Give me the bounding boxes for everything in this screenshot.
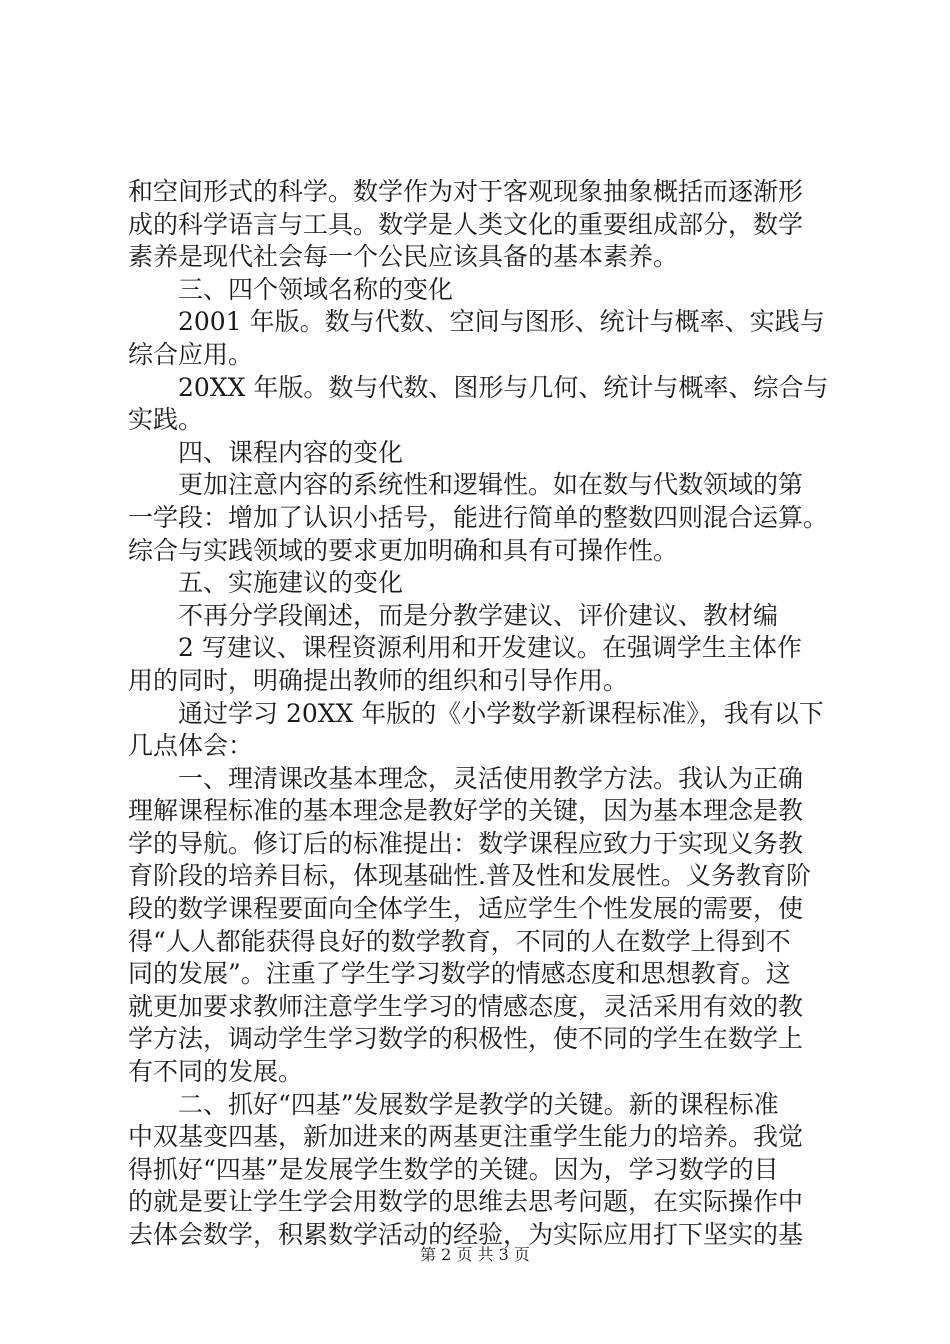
text-line: 段的数学课程要面向全体学生，适应学生个性发展的需要，使 [128, 894, 804, 924]
text-line: 2001 年版。数与代数、空间与图形、统计与概率、实践与 [178, 307, 825, 337]
text-line: 中双基变四基，新加进来的两基更注重学生能力的培养。我觉 [128, 1122, 804, 1152]
text-line: 理解课程标准的基本理念是教好学的关键，因为基本理念是教 [128, 796, 804, 826]
text-line: 20XX 年版。数与代数、图形与几何、统计与概率、综合与 [178, 372, 829, 402]
text-line: 育阶段的培养目标，体现基础性.普及性和发展性。义务教育阶 [128, 861, 811, 891]
text-line: 综合与实践领域的要求更加明确和具有可操作性。 [128, 535, 679, 565]
text-line: 素养是现代社会每一个公民应该具备的基本素养。 [128, 242, 679, 272]
text-line: 一、理清课改基本理念，灵活使用教学方法。我认为正确 [178, 763, 804, 793]
text-line: 不再分学段阐述，而是分教学建议、评价建议、教材编 [178, 600, 779, 630]
text-line: 的就是要让学生学会用数学的思维去思考问题，在实际操作中 [128, 1187, 804, 1217]
text-line: 学的导航。修订后的标准提出：数学课程应致力于实现义务教 [128, 828, 804, 858]
text-line: 实践。 [128, 405, 204, 435]
text-line: 二、抓好“四基”发展数学是教学的关键。新的课程标准 [178, 1089, 779, 1119]
text-line: 就更加要求教师注意学生学习的情感态度，灵活采用有效的教 [128, 991, 804, 1021]
text-line: 综合应用。 [128, 339, 254, 369]
text-line: 五、实施建议的变化 [178, 568, 404, 598]
text-line: 用的同时，明确提出教师的组织和引导作用。 [128, 665, 629, 695]
text-line: 更加注意内容的系统性和逻辑性。如在数与代数领域的第 [178, 470, 804, 500]
text-line: 几点体会： [128, 731, 254, 761]
text-line: 成的科学语言与工具。数学是人类文化的重要组成部分，数学 [128, 209, 804, 239]
text-line: 通过学习 20XX 年版的《小学数学新课程标准》，我有以下 [178, 698, 824, 728]
text-line: 学方法，调动学生学习数学的积极性，使不同的学生在数学上 [128, 1024, 804, 1054]
text-line: 四、课程内容的变化 [178, 437, 404, 467]
text-line: 一学段：增加了认识小括号，能进行简单的整数四则混合运算。 [128, 502, 829, 532]
text-line: 去体会数学，积累数学活动的经验，为实际应用打下坚实的基 [128, 1220, 804, 1249]
text-line: 得“人人都能获得良好的数学教育，不同的人在数学上得到不 [128, 926, 791, 956]
text-line: 和空间形式的科学。数学作为对于客观现象抽象概括而逐渐形 [128, 177, 804, 206]
text-line: 得抓好“四基”是发展学生数学的关键。因为，学习数学的目 [128, 1154, 779, 1184]
text-line: 有不同的发展。 [128, 1057, 304, 1087]
document-body [128, 176, 832, 1252]
text-line: 同的发展”。注重了学生学习数学的情感态度和思想教育。这 [128, 959, 791, 989]
text-line: 2 写建议、课程资源利用和开发建议。在强调学生主体作 [178, 633, 802, 663]
page-footer: 第 2 页 共 3 页 [420, 1245, 530, 1264]
text-line: 三、四个领域名称的变化 [178, 274, 454, 304]
